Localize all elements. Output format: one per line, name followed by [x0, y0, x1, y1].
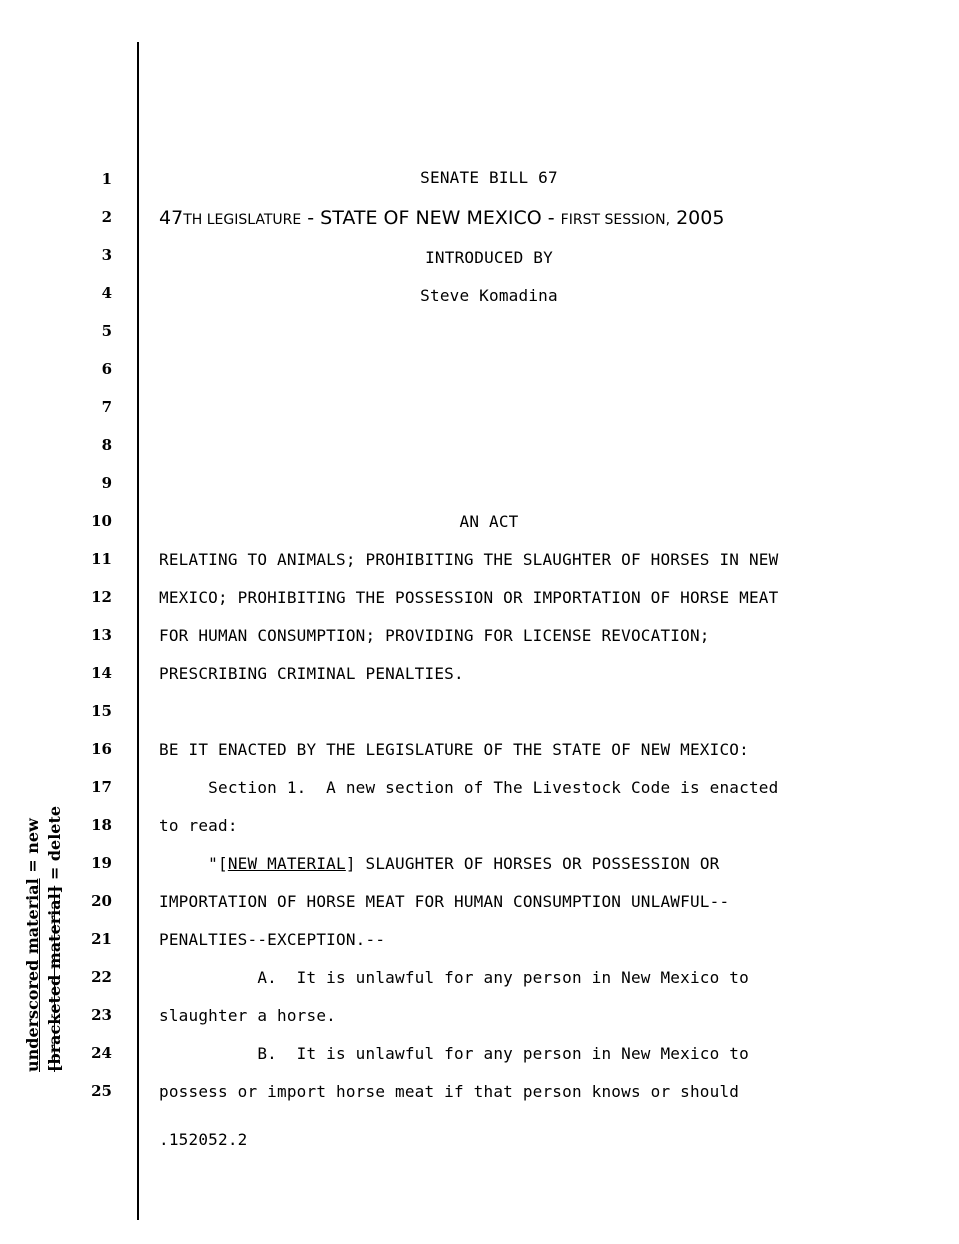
act-heading: AN ACT: [459, 512, 519, 531]
line-number: 23: [91, 1006, 112, 1024]
introduced-by: INTRODUCED BY: [425, 248, 553, 267]
line-number: 3: [101, 246, 112, 264]
sponsor-name: Steve Komadina: [420, 286, 558, 305]
body-line-23: slaughter a horse.: [159, 1006, 336, 1025]
line-number: 10: [91, 512, 112, 530]
body-line-20: IMPORTATION OF HORSE MEAT FOR HUMAN CONSUMPTION UNLAWFUL--: [159, 892, 730, 911]
body-line-17: Section 1. A new section of The Livestock Code is enacted: [159, 778, 779, 797]
body-line-22: A. It is unlawful for any person in New Mexico to: [159, 968, 749, 987]
title-separator: -: [541, 207, 561, 229]
body-line-19: [159, 854, 720, 874]
legend-bracketed-meaning: = delete: [45, 805, 64, 886]
line-number: 9: [101, 474, 112, 492]
line-number: 14: [91, 664, 112, 682]
line-number: 22: [91, 968, 112, 986]
body-line-14: PRESCRIBING CRIMINAL PENALTIES.: [159, 664, 464, 683]
session-label: FIRST SESSION,: [560, 212, 671, 228]
line-number: 5: [101, 322, 112, 340]
body-line-21: PENALTIES--EXCEPTION.--: [159, 930, 386, 949]
legend-underscored-label: underscored material: [23, 878, 42, 1072]
line-number: 4: [101, 284, 112, 302]
line-number: 17: [91, 778, 112, 796]
title-separator: -: [301, 207, 321, 229]
body-line-24: B. It is unlawful for any person in New Mexico to: [159, 1044, 749, 1063]
amendment-legend: [22, 752, 70, 1072]
line-number: 18: [91, 816, 112, 834]
line-number: 13: [91, 626, 112, 644]
quote-bracket-open: "[: [159, 854, 228, 873]
line-number: 2: [101, 208, 112, 226]
line-number: 20: [91, 892, 112, 910]
line-number: 24: [91, 1044, 112, 1062]
line-number: 25: [91, 1082, 112, 1100]
bill-number: SENATE BILL 67: [420, 168, 558, 187]
body-line-25: possess or import horse meat if that person knows or should: [159, 1082, 740, 1101]
body-line-18: to read:: [159, 816, 238, 835]
legend-bracketed: [44, 752, 66, 1072]
new-material-marker: NEW MATERIAL: [227, 854, 346, 873]
line-number: 8: [101, 436, 112, 454]
legislature-label: TH LEGISLATURE: [183, 212, 302, 228]
body-line-11: RELATING TO ANIMALS; PROHIBITING THE SLAUGHTER OF HORSES IN NEW: [159, 550, 779, 569]
line-number: 6: [101, 360, 112, 378]
document-code: .152052.2: [159, 1130, 248, 1149]
line-number: 21: [91, 930, 112, 948]
legislature-number: 47: [159, 207, 184, 229]
line-number: 15: [91, 702, 112, 720]
line-number: 16: [91, 740, 112, 758]
body-line-12: MEXICO; PROHIBITING THE POSSESSION OR IMPORTATION OF HORSE MEAT: [159, 588, 779, 607]
section-heading-start: ] SLAUGHTER OF HORSES OR POSSESSION OR: [345, 854, 720, 873]
line-number: 7: [101, 398, 112, 416]
body-line-13: FOR HUMAN CONSUMPTION; PROVIDING FOR LICENSE REVOCATION;: [159, 626, 710, 645]
line-number: 11: [91, 550, 112, 568]
line-number: 1: [101, 170, 112, 188]
legend-underscored-meaning: = new: [23, 818, 42, 879]
legend-underscored: [22, 752, 44, 1072]
margin-rule: [137, 42, 139, 1220]
session-year: 2005: [670, 207, 725, 229]
state-name: STATE OF NEW MEXICO: [320, 207, 542, 229]
line-number: 12: [91, 588, 112, 606]
body-line-16: BE IT ENACTED BY THE LEGISLATURE OF THE STATE OF NEW MEXICO:: [159, 740, 749, 759]
legend-bracketed-label: [bracketed material]: [45, 885, 64, 1072]
line-number: 19: [91, 854, 112, 872]
legislature-title: [159, 206, 724, 232]
